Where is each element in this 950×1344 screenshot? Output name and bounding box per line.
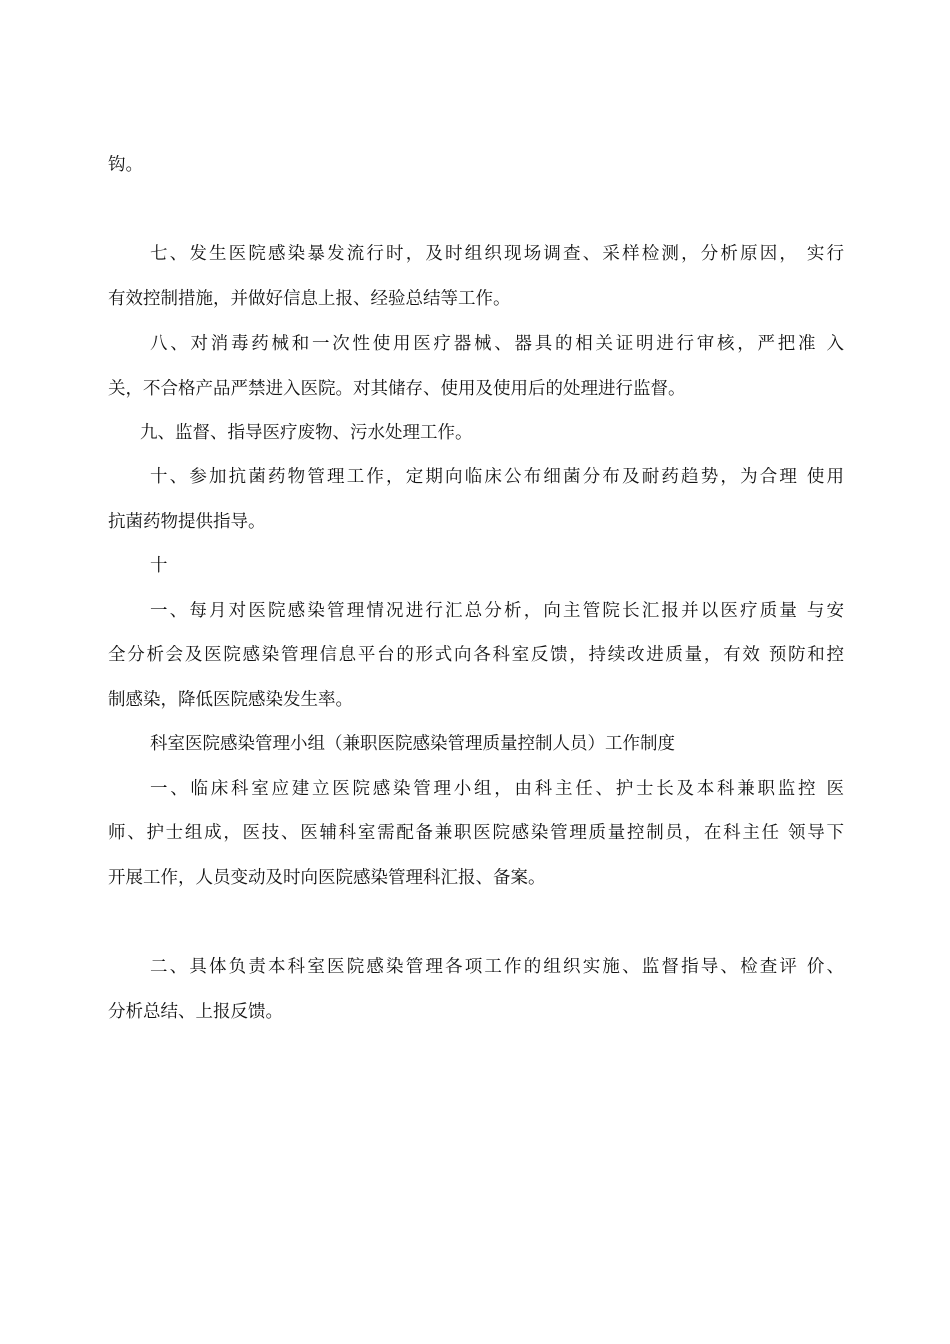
paragraph-10-line-1: 十、参加抗菌药物管理工作，定期向临床公布细菌分布及耐药趋势，为合理 使用 bbox=[150, 467, 844, 487]
rule-2-line-1: 二、具体负责本科室医院感染管理各项工作的组织实施、监督指导、检查评 价、 bbox=[150, 957, 844, 977]
paragraph-7-line-1: 七、发生医院感染暴发流行时，及时组织现场调查、采样检测，分析原因， 实行 bbox=[150, 244, 844, 264]
paragraph-11-line-1: 一、每月对医院感染管理情况进行汇总分析，向主管院长汇报并以医疗质量 与安 bbox=[150, 601, 844, 621]
paragraph-11-number: 十 bbox=[150, 556, 168, 576]
section-heading: 科室医院感染管理小组（兼职医院感染管理质量控制人员）工作制度 bbox=[150, 734, 675, 754]
paragraph-9: 九、监督、指导医疗废物、污水处理工作。 bbox=[140, 423, 473, 443]
paragraph-8-line-1: 八、对消毒药械和一次性使用医疗器械、器具的相关证明进行审核，严把准 入 bbox=[150, 334, 844, 354]
paragraph-11-line-3: 制感染，降低医院感染发生率。 bbox=[108, 690, 353, 710]
paragraph-10-line-2: 抗菌药物提供指导。 bbox=[108, 512, 266, 532]
rule-1-line-2: 师、护士组成，医技、医辅科室需配备兼职医院感染管理质量控制员，在科主任 领导下 bbox=[108, 823, 844, 843]
paragraph-11-line-2: 全分析会及医院感染管理信息平台的形式向各科室反馈，持续改进质量，有效 预防和控 bbox=[108, 645, 844, 665]
rule-2-line-2: 分析总结、上报反馈。 bbox=[108, 1002, 283, 1022]
rule-1-line-3: 开展工作，人员变动及时向医院感染管理科汇报、备案。 bbox=[108, 868, 546, 888]
text-line-gou: 钩。 bbox=[108, 155, 143, 175]
paragraph-8-line-2: 关，不合格产品严禁进入医院。对其储存、使用及使用后的处理进行监督。 bbox=[108, 379, 686, 399]
rule-1-line-1: 一、临床科室应建立医院感染管理小组，由科主任、护士长及本科兼职监控 医 bbox=[150, 779, 844, 799]
paragraph-7-line-2: 有效控制措施，并做好信息上报、经验总结等工作。 bbox=[108, 289, 511, 309]
